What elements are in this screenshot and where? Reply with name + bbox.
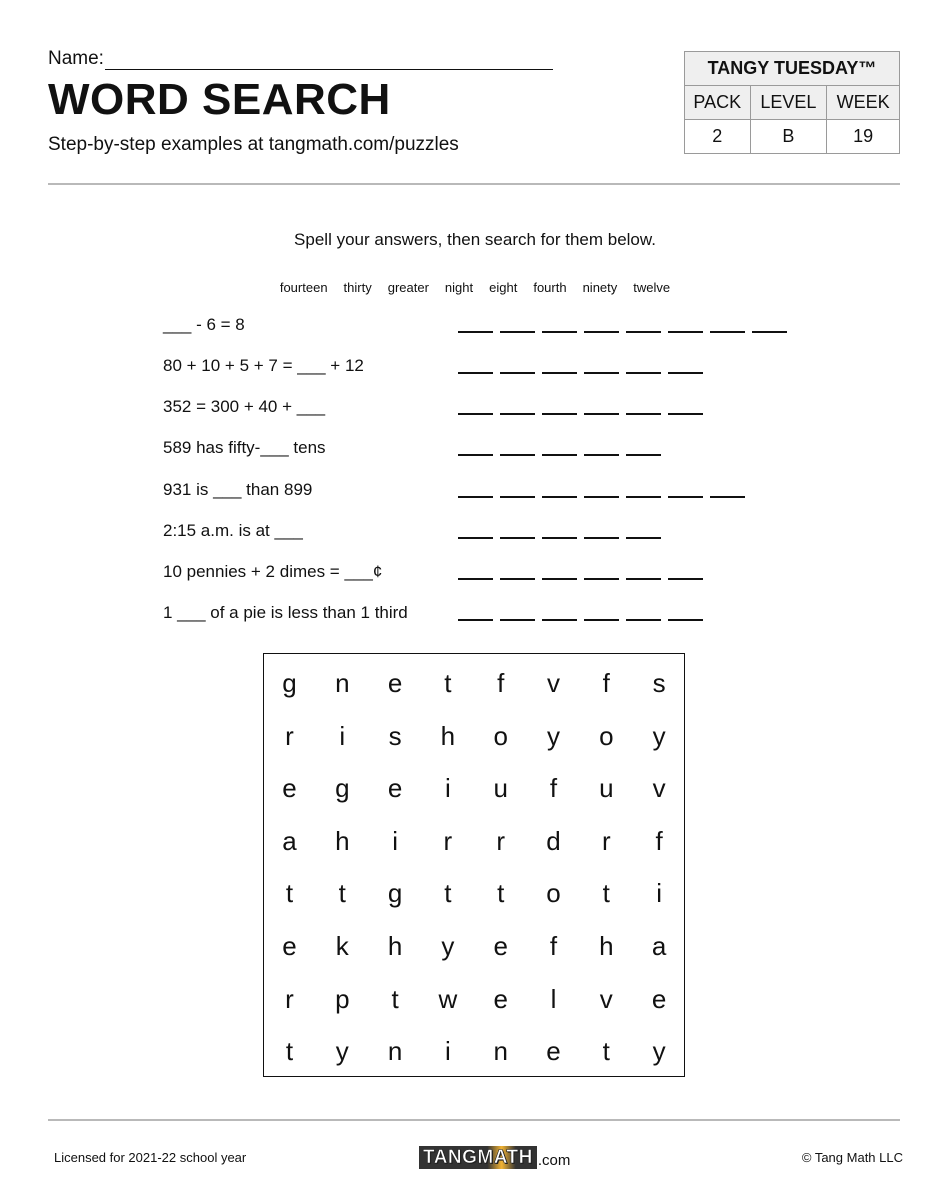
name-blank-line[interactable] xyxy=(105,51,553,70)
answer-blank[interactable] xyxy=(458,619,493,621)
answer-blank[interactable] xyxy=(542,331,577,333)
word-search-grid[interactable] xyxy=(263,653,685,1077)
answer-blank[interactable] xyxy=(668,496,703,498)
grid-letter[interactable]: u xyxy=(599,773,614,804)
grid-letter[interactable]: h xyxy=(599,931,614,961)
grid-letter[interactable]: f xyxy=(602,668,610,698)
grid-letter[interactable]: r xyxy=(601,825,611,856)
answer-blank[interactable] xyxy=(584,372,619,374)
grid-letter[interactable]: r xyxy=(496,825,506,856)
answer-blank[interactable] xyxy=(584,496,619,498)
answer-blank[interactable] xyxy=(500,537,535,539)
clue-text: 589 has fifty-___ tens xyxy=(163,438,326,457)
grid-letter[interactable]: i xyxy=(656,878,662,909)
answer-blank[interactable] xyxy=(458,413,493,415)
answer-blank[interactable] xyxy=(542,454,577,456)
grid-letter[interactable]: y xyxy=(441,931,455,961)
clue-text: 80 + 10 + 5 + 7 = ___ + 12 xyxy=(163,356,364,375)
grid-letter[interactable]: w xyxy=(438,983,458,1014)
answer-blank[interactable] xyxy=(752,331,787,333)
grid-letter[interactable]: e xyxy=(282,931,297,961)
grid-letter[interactable]: i xyxy=(445,773,451,804)
answer-blank[interactable] xyxy=(458,372,493,374)
grid-letter[interactable]: v xyxy=(547,668,560,698)
grid-letter[interactable]: o xyxy=(546,878,561,909)
answer-blank[interactable] xyxy=(626,413,661,415)
grid-letter[interactable]: o xyxy=(493,720,508,751)
word-bank-item: ninety xyxy=(582,280,618,295)
answer-blank[interactable] xyxy=(542,578,577,580)
answer-blanks[interactable] xyxy=(458,331,787,333)
answer-blanks[interactable] xyxy=(458,413,703,415)
grid-letter[interactable]: i xyxy=(339,720,346,751)
grid-letter[interactable]: s xyxy=(652,668,666,698)
grid-letter[interactable]: a xyxy=(651,931,667,961)
answer-blank[interactable] xyxy=(626,619,661,621)
grid-letter[interactable]: v xyxy=(599,983,613,1014)
answer-blank[interactable] xyxy=(458,578,493,580)
word-bank-item: thirty xyxy=(343,280,372,295)
word-bank-item: fourth xyxy=(533,280,567,295)
logo-suffix: .com xyxy=(537,1152,571,1169)
grid-letter[interactable]: v xyxy=(652,773,666,804)
tangy-tuesday-badge xyxy=(684,51,900,154)
grid-letter[interactable]: n xyxy=(493,1036,508,1067)
instruction-text: Spell your answers, then search for them below. xyxy=(294,230,656,249)
answer-blank[interactable] xyxy=(542,619,577,621)
license-text: Licensed for 2021-22 school year xyxy=(54,1150,247,1165)
grid-letter[interactable]: a xyxy=(282,825,297,856)
grid-letter[interactable]: i xyxy=(445,1036,451,1067)
answer-blanks[interactable] xyxy=(458,496,745,498)
grid-letter[interactable]: u xyxy=(493,773,508,804)
answer-blank[interactable] xyxy=(458,496,493,498)
grid-letter[interactable]: e xyxy=(651,983,667,1014)
answer-blank[interactable] xyxy=(626,578,661,580)
grid-letter[interactable]: i xyxy=(392,825,398,856)
answer-blank[interactable] xyxy=(500,331,535,333)
answer-blank[interactable] xyxy=(584,331,619,333)
grid-letter[interactable]: r xyxy=(285,983,294,1014)
grid-letter[interactable]: e xyxy=(546,1036,561,1067)
clue-text: ___ - 6 = 8 xyxy=(163,315,245,334)
answer-blank[interactable] xyxy=(710,496,745,498)
answer-blank[interactable] xyxy=(542,496,577,498)
answer-blank[interactable] xyxy=(668,619,703,621)
grid-letter[interactable]: l xyxy=(550,983,557,1014)
grid-letter[interactable]: h xyxy=(440,720,456,751)
grid-letter[interactable]: n xyxy=(335,668,350,698)
grid-letter[interactable]: e xyxy=(282,773,297,804)
copyright-text: © Tang Math LLC xyxy=(801,1150,903,1165)
word-bank-item: eight xyxy=(489,280,518,295)
answer-blank[interactable] xyxy=(584,413,619,415)
grid-letter[interactable]: y xyxy=(652,720,666,751)
grid-letter[interactable]: s xyxy=(388,720,402,751)
word-bank xyxy=(0,280,950,295)
grid-letter[interactable]: y xyxy=(652,1036,666,1067)
badge-value-pack: 2 xyxy=(685,120,751,154)
logo-mark: TANGMATH xyxy=(419,1146,537,1169)
answer-blank[interactable] xyxy=(458,537,493,539)
badge-col-week: WEEK xyxy=(827,86,900,120)
answer-blank[interactable] xyxy=(542,372,577,374)
answer-blank[interactable] xyxy=(584,537,619,539)
grid-letter[interactable]: t xyxy=(285,1036,294,1067)
answer-blanks[interactable] xyxy=(458,578,703,580)
page-subtitle: Step-by-step examples at tangmath.com/puzzles xyxy=(48,134,459,155)
word-bank-item: twelve xyxy=(633,280,671,295)
clue-text: 352 = 300 + 40 + ___ xyxy=(163,397,326,416)
grid-letter[interactable]: r xyxy=(443,825,453,856)
grid-letter[interactable]: t xyxy=(444,878,452,909)
grid-letter[interactable]: e xyxy=(387,773,403,804)
answer-blank[interactable] xyxy=(458,454,493,456)
grid-letter[interactable]: f xyxy=(549,931,558,961)
grid-letter[interactable]: e xyxy=(493,983,508,1014)
answer-blank[interactable] xyxy=(584,454,619,456)
grid-letter[interactable]: g xyxy=(335,773,350,804)
answer-blank[interactable] xyxy=(500,454,535,456)
answer-blank[interactable] xyxy=(626,372,661,374)
grid-letter[interactable]: g xyxy=(282,668,297,698)
grid-letter[interactable]: f xyxy=(497,668,505,698)
answer-blank[interactable] xyxy=(626,454,661,456)
answer-blank[interactable] xyxy=(500,496,535,498)
grid-letter[interactable]: y xyxy=(547,720,560,751)
answer-blank[interactable] xyxy=(542,537,577,539)
grid-letter[interactable]: f xyxy=(549,773,558,804)
answer-blank[interactable] xyxy=(668,331,703,333)
answer-blank[interactable] xyxy=(626,331,661,333)
answer-blanks[interactable] xyxy=(458,454,661,456)
word-bank-item: greater xyxy=(387,280,429,295)
grid-letter[interactable]: t xyxy=(602,1036,610,1067)
answer-blank[interactable] xyxy=(500,619,535,621)
answer-blank[interactable] xyxy=(668,372,703,374)
answer-blank[interactable] xyxy=(584,578,619,580)
badge-value-level: B xyxy=(750,120,827,154)
answer-blank[interactable] xyxy=(710,331,745,333)
grid-letter[interactable]: t xyxy=(391,983,399,1014)
grid-letter[interactable]: e xyxy=(493,931,508,961)
header xyxy=(48,48,553,156)
answer-blank[interactable] xyxy=(626,537,661,539)
clue-text: 931 is ___ than 899 xyxy=(163,480,313,499)
grid-letter[interactable]: p xyxy=(335,983,350,1014)
grid-letter[interactable]: n xyxy=(387,1036,403,1067)
grid-letter[interactable]: h xyxy=(387,931,403,961)
answer-blank[interactable] xyxy=(500,413,535,415)
answer-blank[interactable] xyxy=(584,619,619,621)
grid-letter[interactable]: h xyxy=(335,825,350,856)
grid-letter[interactable]: t xyxy=(285,878,294,909)
grid-letter[interactable]: o xyxy=(599,720,614,751)
clue-text: 2:15 a.m. is at ___ xyxy=(163,521,303,540)
answer-blank[interactable] xyxy=(500,372,535,374)
tangmath-logo xyxy=(419,1146,570,1169)
page-title: WORD SEARCH xyxy=(48,75,391,124)
grid-letter[interactable]: t xyxy=(338,878,346,909)
grid-letter[interactable]: t xyxy=(444,668,452,698)
name-label: Name: xyxy=(48,48,104,69)
answer-blank[interactable] xyxy=(500,578,535,580)
answer-blank[interactable] xyxy=(668,578,703,580)
word-bank-item: fourteen xyxy=(279,280,328,295)
grid-letter[interactable]: g xyxy=(387,878,403,909)
answer-blank[interactable] xyxy=(458,331,493,333)
answer-blanks[interactable] xyxy=(458,619,703,621)
answer-blank[interactable] xyxy=(668,413,703,415)
answer-blank[interactable] xyxy=(542,413,577,415)
badge-title: TANGY TUESDAY™ xyxy=(685,52,900,86)
name-field[interactable] xyxy=(48,48,553,70)
answer-blanks[interactable] xyxy=(458,537,661,539)
grid-letter[interactable]: t xyxy=(497,878,505,909)
grid-letter[interactable]: k xyxy=(335,931,349,961)
answer-blanks[interactable] xyxy=(458,372,703,374)
clue-text: 10 pennies + 2 dimes = ___¢ xyxy=(163,562,383,581)
badge-col-pack: PACK xyxy=(685,86,751,120)
badge-col-level: LEVEL xyxy=(750,86,827,120)
grid-letter[interactable]: r xyxy=(285,720,294,751)
footer-divider xyxy=(48,1119,900,1121)
grid-letter[interactable]: d xyxy=(546,825,561,856)
badge-value-week: 19 xyxy=(827,120,900,154)
header-divider xyxy=(48,183,900,185)
grid-letter[interactable]: t xyxy=(602,878,610,909)
grid-letter[interactable]: f xyxy=(655,825,663,856)
answer-blank[interactable] xyxy=(626,496,661,498)
grid-letter[interactable]: y xyxy=(335,1036,349,1067)
grid-letter[interactable]: e xyxy=(387,668,403,698)
clue-text: 1 ___ of a pie is less than 1 third xyxy=(163,603,408,622)
word-bank-item: night xyxy=(444,280,474,295)
